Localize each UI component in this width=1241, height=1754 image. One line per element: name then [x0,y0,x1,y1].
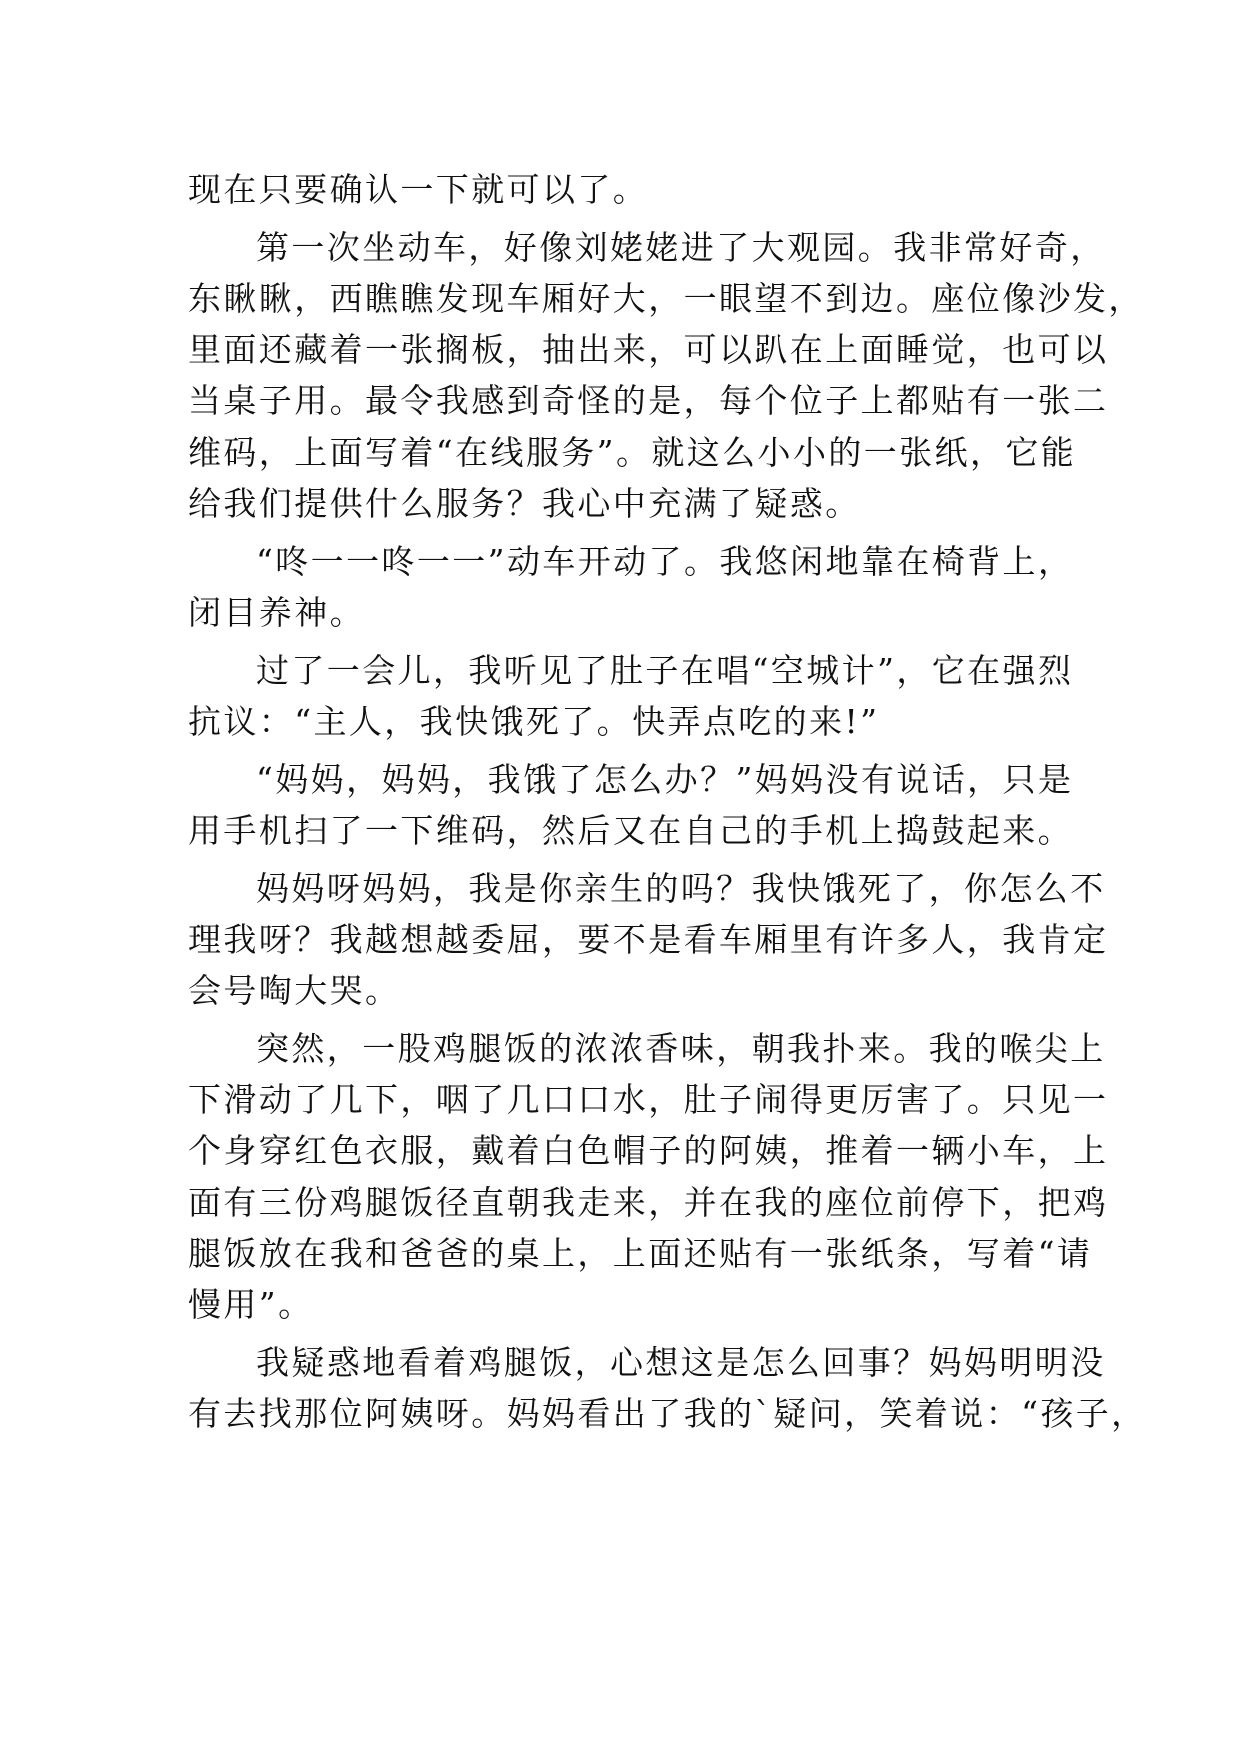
text-line: 闭目养神。 [188,593,365,632]
paragraph-start-line: “妈妈，妈妈，我饿了怎么办？”妈妈没有说话，只是 [256,760,1074,799]
text-line: 腿饭放在我和爸爸的桌上，上面还贴有一张纸条，写着“请 [188,1234,1093,1273]
paragraph-start-line: 妈妈呀妈妈，我是你亲生的吗？我快饿死了，你怎么不 [256,869,1106,908]
text-line: 下滑动了几下，咽了几口口水，肚子闹得更厉害了。只见一 [188,1080,1109,1119]
text-line: 面有三份鸡腿饭径直朝我走来，并在我的座位前停下，把鸡 [188,1183,1109,1222]
paragraph-start-line: 第一次坐动车，好像刘姥姥进了大观园。我非常好奇， [256,228,1106,267]
paragraph-start-line: 我疑惑地看着鸡腿饭，心想这是怎么回事？妈妈明明没 [256,1343,1106,1382]
text-line: 个身穿红色衣服，戴着白色帽子的阿姨，推着一辆小车，上 [188,1131,1109,1170]
text-line: 东瞅瞅，西瞧瞧发现车厢好大，一眼望不到边。座位像沙发， [188,279,1144,318]
text-line: 里面还藏着一张搁板，抽出来，可以趴在上面睡觉，也可以 [188,330,1109,369]
text-line: 慢用”。 [188,1285,314,1324]
text-line: 维码，上面写着“在线服务”。就这么小小的一张纸，它能 [188,433,1077,472]
text-line: 现在只要确认一下就可以了。 [188,170,649,209]
text-line: 理我呀？我越想越委屈，要不是看车厢里有许多人，我肯定 [188,920,1109,959]
text-line: 有去找那位阿姨呀。妈妈看出了我的`疑问，笑着说：“孩子， [188,1394,1147,1433]
paragraph-start-line: 突然，一股鸡腿饭的浓浓香味，朝我扑来。我的喉尖上 [256,1029,1106,1068]
text-line: 当桌子用。最令我感到奇怪的是，每个位子上都贴有一张二 [188,381,1109,420]
paragraph-start-line: “咚一一咚一一”动车开动了。我悠闲地靠在椅背上， [256,542,1074,581]
text-line: 用手机扫了一下维码，然后又在自己的手机上捣鼓起来。 [188,811,1073,850]
text-line: 给我们提供什么服务？我心中充满了疑惑。 [188,484,861,523]
text-line: 会号啕大哭。 [188,971,401,1010]
paragraph-start-line: 过了一会儿，我听见了肚子在唱“空城计”，它在强烈 [256,651,1074,690]
text-line: 抗议：“主人，我快饿死了。快弄点吃的来!” [188,702,880,741]
